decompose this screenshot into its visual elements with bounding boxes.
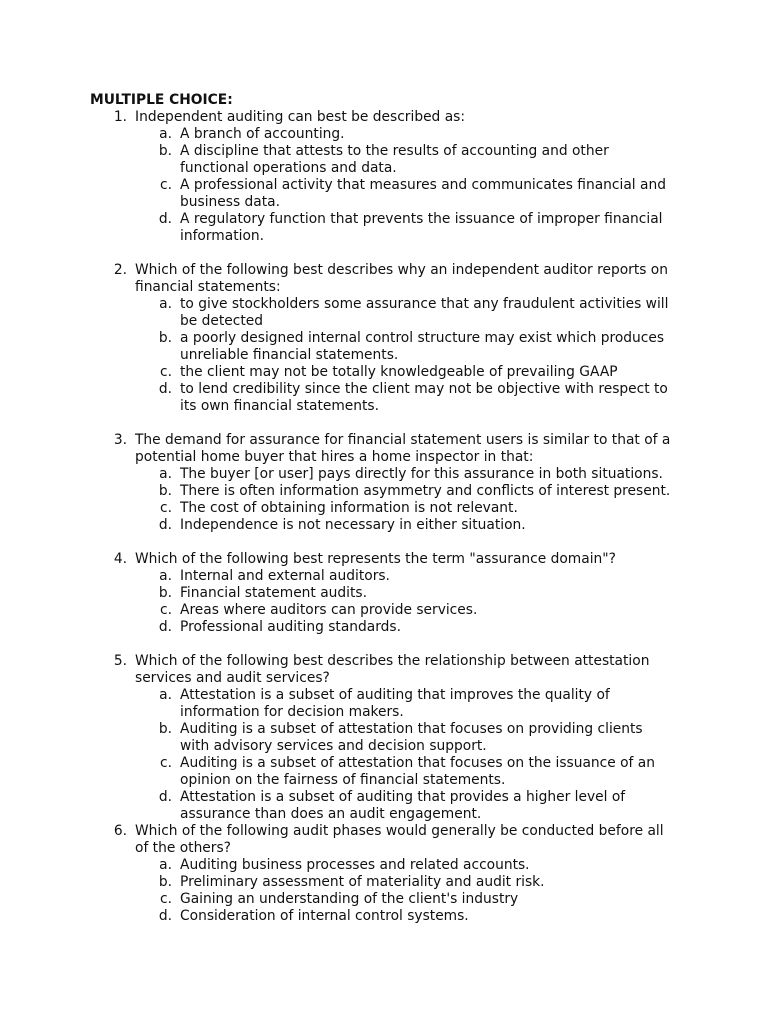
section-heading: MULTIPLE CHOICE:	[90, 92, 233, 108]
question-2	[0, 262, 768, 415]
question-text: Which of the following best describes why an independent auditor reports on financial statements:	[135, 262, 668, 295]
option-text: A branch of accounting.	[180, 126, 345, 142]
option-c	[0, 602, 768, 619]
option-list	[0, 857, 768, 925]
option-list	[0, 296, 768, 415]
option-text: the client may not be totally knowledgeable of prevailing GAAP	[180, 364, 618, 380]
question-5	[0, 653, 768, 823]
option-a	[0, 126, 768, 143]
option-c	[0, 177, 768, 211]
option-text: Consideration of internal control systems.	[180, 908, 469, 924]
option-c	[0, 500, 768, 517]
option-letter: b.	[158, 483, 172, 499]
option-c	[0, 364, 768, 381]
option-text: a poorly designed internal control structure may exist which produces unreliable financial statements.	[180, 330, 665, 363]
option-b	[0, 585, 768, 602]
question-6	[0, 823, 768, 925]
option-text: Attestation is a subset of auditing that provides a higher level of assurance than does an audit engagement.	[180, 789, 626, 822]
option-text: Internal and external auditors.	[180, 568, 390, 584]
option-letter: d.	[158, 381, 172, 397]
option-a	[0, 568, 768, 585]
option-letter: d.	[158, 619, 172, 635]
option-b	[0, 143, 768, 177]
option-text: There is often information asymmetry and conflicts of interest present.	[180, 483, 671, 499]
option-text: Independence is not necessary in either situation.	[180, 517, 526, 533]
option-text: Auditing is a subset of attestation that focuses on providing clients with advisory services and decision support.	[180, 721, 643, 754]
question-text: Independent auditing can best be described as:	[135, 109, 465, 125]
option-b	[0, 721, 768, 755]
option-a	[0, 687, 768, 721]
option-letter: a.	[159, 296, 172, 312]
option-text: Financial statement audits.	[180, 585, 367, 601]
option-text: Areas where auditors can provide services.	[180, 602, 478, 618]
option-text: The cost of obtaining information is not relevant.	[180, 500, 518, 516]
question-text: Which of the following best describes the relationship between attestation services and audit services?	[135, 653, 650, 686]
option-list	[0, 466, 768, 534]
option-letter: c.	[160, 602, 172, 618]
option-list	[0, 568, 768, 636]
option-letter: c.	[160, 891, 172, 907]
option-letter: d.	[158, 908, 172, 924]
option-letter: b.	[158, 585, 172, 601]
option-a	[0, 857, 768, 874]
option-d	[0, 517, 768, 534]
question-3	[0, 432, 768, 534]
question-number: 6.	[113, 823, 127, 839]
question-text: Which of the following audit phases would generally be conducted before all of the others?	[135, 823, 664, 856]
question-number: 2.	[113, 262, 127, 278]
option-text: Auditing business processes and related accounts.	[180, 857, 530, 873]
option-letter: a.	[159, 687, 172, 703]
option-letter: b.	[158, 721, 172, 737]
question-number: 3.	[113, 432, 127, 448]
option-letter: c.	[160, 364, 172, 380]
option-letter: d.	[158, 789, 172, 805]
option-list	[0, 687, 768, 823]
question-number: 1.	[113, 109, 127, 125]
option-letter: c.	[160, 177, 172, 193]
question-list	[0, 109, 768, 925]
option-list	[0, 126, 768, 245]
question-number: 5.	[113, 653, 127, 669]
option-letter: b.	[158, 330, 172, 346]
option-text: Gaining an understanding of the client's industry	[180, 891, 519, 907]
option-letter: d.	[158, 517, 172, 533]
question-4	[0, 551, 768, 636]
question-text: The demand for assurance for financial statement users is similar to that of a potential home buyer that hires a home inspector in that:	[135, 432, 671, 465]
option-text: Auditing is a subset of attestation that focuses on the issuance of an opinion on the fairness of financial statements.	[180, 755, 656, 788]
option-letter: b.	[158, 143, 172, 159]
option-letter: a.	[159, 857, 172, 873]
option-c	[0, 891, 768, 908]
option-text: to lend credibility since the client may not be objective with respect to its own financial statements.	[180, 381, 668, 414]
option-text: A regulatory function that prevents the issuance of improper financial information.	[180, 211, 663, 244]
option-b	[0, 483, 768, 500]
option-text: Professional auditing standards.	[180, 619, 401, 635]
option-letter: c.	[160, 755, 172, 771]
question-text: Which of the following best represents the term "assurance domain"?	[135, 551, 616, 567]
option-text: Preliminary assessment of materiality and audit risk.	[180, 874, 545, 890]
option-letter: a.	[159, 126, 172, 142]
option-letter: b.	[158, 874, 172, 890]
option-text: A professional activity that measures and communicates financial and business data.	[180, 177, 666, 210]
option-b	[0, 330, 768, 364]
option-text: to give stockholders some assurance that any fraudulent activities will be detected	[180, 296, 669, 329]
option-d	[0, 211, 768, 245]
option-a	[0, 466, 768, 483]
option-c	[0, 755, 768, 789]
option-letter: a.	[159, 568, 172, 584]
option-a	[0, 296, 768, 330]
option-d	[0, 908, 768, 925]
option-letter: d.	[158, 211, 172, 227]
question-1	[0, 109, 768, 245]
option-text: The buyer [or user] pays directly for this assurance in both situations.	[180, 466, 663, 482]
option-d	[0, 381, 768, 415]
question-number: 4.	[113, 551, 127, 567]
option-text: Attestation is a subset of auditing that improves the quality of information for decision makers.	[180, 687, 610, 720]
option-text: A discipline that attests to the results of accounting and other functional operations and data.	[180, 143, 609, 176]
option-letter: c.	[160, 500, 172, 516]
option-b	[0, 874, 768, 891]
option-d	[0, 789, 768, 823]
option-d	[0, 619, 768, 636]
option-letter: a.	[159, 466, 172, 482]
